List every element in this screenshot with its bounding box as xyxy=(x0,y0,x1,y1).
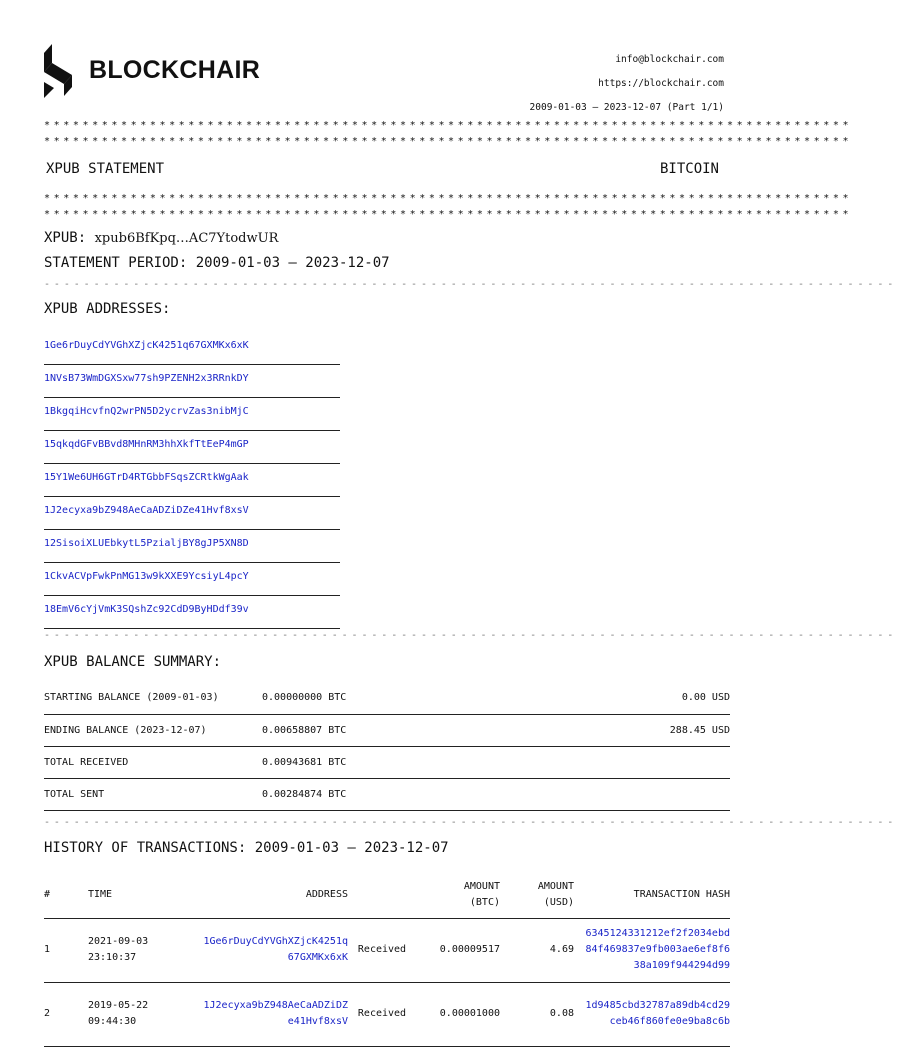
tx-num: 2 xyxy=(44,982,88,1046)
tx-amount-usd: 0.08 xyxy=(500,982,574,1046)
statement-period: STATEMENT PERIOD: 2009-01-03 — 2023-12-07 xyxy=(44,255,390,271)
contact-website[interactable]: https://blockchair.com xyxy=(598,78,724,89)
tx-address-link[interactable]: 1Ge6rDuyCdYVGhXZjcK4251q67GXMKx6xK xyxy=(203,936,348,963)
currency-title: BITCOIN xyxy=(659,161,719,177)
logo-text: BLOCKCHAIR xyxy=(89,56,261,84)
balance-usd xyxy=(512,778,730,810)
address-link[interactable]: 12SisoiXLUEbkytL5PzialjBY8gJP5XN8D xyxy=(44,538,249,549)
list-item xyxy=(44,431,340,464)
col-address: ADDRESS xyxy=(198,872,348,918)
col-hash: TRANSACTION HASH xyxy=(574,872,730,918)
tx-kind: Received xyxy=(348,982,416,1046)
address-link[interactable]: 1Ge6rDuyCdYVGhXZjcK4251q67GXMKx6xK xyxy=(44,340,249,351)
tx-time: 2019-05-22 09:44:30 xyxy=(88,982,198,1046)
balance-table xyxy=(44,682,730,811)
col-amount-btc: AMOUNT (BTC) xyxy=(416,872,500,918)
table-row xyxy=(44,714,730,746)
address-link[interactable]: 1CkvACVpFwkPnMG13w9kXXE9YcsiyL4pcY xyxy=(44,571,249,582)
xpub-line xyxy=(44,230,278,246)
table-header-row xyxy=(44,872,730,918)
address-list xyxy=(44,332,340,629)
balance-usd: 0.00 USD xyxy=(512,682,730,714)
address-link[interactable]: 15Y1We6UH6GTrD4RTGbbFSqsZCRtkWgAak xyxy=(44,472,249,483)
list-item xyxy=(44,332,340,365)
balance-btc: 0.00943681 BTC xyxy=(262,746,512,778)
balance-usd: 288.45 USD xyxy=(512,714,730,746)
blockchair-logo-icon xyxy=(44,44,74,98)
col-time: TIME xyxy=(88,872,198,918)
contact-email[interactable]: info@blockchair.com xyxy=(615,54,724,65)
tx-time: 2021-09-03 23:10:37 xyxy=(88,918,198,982)
address-link[interactable]: 15qkqdGFvBBvd8MHnRM3hhXkfTtEeP4mGP xyxy=(44,439,249,450)
address-link[interactable]: 1J2ecyxa9bZ948AeCaADZiDZe41Hvf8xsV xyxy=(44,505,249,516)
dash-divider: -------------------------------------------------------------------------------------- xyxy=(44,279,897,290)
list-item xyxy=(44,596,340,629)
tx-hash-link[interactable]: 1d9485cbd32787a89db4cd29ceb46f860fe0e9ba8c6b xyxy=(585,1000,730,1027)
address-link[interactable]: 1BkgqiHcvfnQ2wrPN5D2ycrvZas3nibMjC xyxy=(44,406,249,417)
star-divider: ************************************************************************************ xyxy=(44,193,853,204)
address-link[interactable]: 18EmV6cYjVmK3SQshZc92CdD9ByHDdf39v xyxy=(44,604,249,615)
list-item xyxy=(44,530,340,563)
balance-heading: XPUB BALANCE SUMMARY: xyxy=(44,654,222,670)
tx-amount-usd: 4.69 xyxy=(500,918,574,982)
balance-label: ENDING BALANCE (2023-12-07) xyxy=(44,714,262,746)
balance-btc: 0.00000000 BTC xyxy=(262,682,512,714)
list-item xyxy=(44,398,340,431)
balance-btc: 0.00658807 BTC xyxy=(262,714,512,746)
dash-divider: -------------------------------------------------------------------------------------- xyxy=(44,630,897,641)
list-item xyxy=(44,497,340,530)
table-row xyxy=(44,778,730,810)
balance-usd xyxy=(512,746,730,778)
col-kind xyxy=(348,872,416,918)
table-row xyxy=(44,682,730,714)
tx-kind: Received xyxy=(348,918,416,982)
statement-period-part: 2009-01-03 — 2023-12-07 (Part 1/1) xyxy=(529,102,724,113)
xpub-label: XPUB: xyxy=(44,230,87,246)
star-divider: ************************************************************************************ xyxy=(44,209,853,220)
tx-hash-link[interactable]: 6345124331212ef2f2034ebd84f469837e9fb003ae6ef8f638a109f944294d99 xyxy=(585,928,730,971)
star-divider: ************************************************************************************ xyxy=(44,136,853,147)
transactions-table xyxy=(44,872,730,1047)
addresses-heading: XPUB ADDRESSES: xyxy=(44,301,171,317)
dash-divider: -------------------------------------------------------------------------------------- xyxy=(44,817,897,828)
xpub-value: xpub6BfKpq…AC7YtodwUR xyxy=(94,231,279,246)
list-item xyxy=(44,365,340,398)
tx-amount-btc: 0.00009517 xyxy=(416,918,500,982)
list-item xyxy=(44,464,340,497)
col-amount-usd: AMOUNT (USD) xyxy=(500,872,574,918)
balance-label: TOTAL SENT xyxy=(44,778,262,810)
table-row xyxy=(44,746,730,778)
statement-header xyxy=(44,44,724,114)
contact-block xyxy=(530,48,724,120)
table-row xyxy=(44,918,730,982)
blockchair-logo[interactable] xyxy=(44,44,284,98)
table-row xyxy=(44,982,730,1046)
balance-label: TOTAL RECEIVED xyxy=(44,746,262,778)
balance-btc: 0.00284874 BTC xyxy=(262,778,512,810)
address-link[interactable]: 1NVsB73WmDGXSxw77sh9PZENH2x3RRnkDY xyxy=(44,373,249,384)
col-num: # xyxy=(44,872,88,918)
history-heading: HISTORY OF TRANSACTIONS: 2009-01-03 — 2023-12-07 xyxy=(44,840,449,856)
tx-num: 1 xyxy=(44,918,88,982)
tx-address-link[interactable]: 1J2ecyxa9bZ948AeCaADZiDZe41Hvf8xsV xyxy=(203,1000,348,1027)
balance-label: STARTING BALANCE (2009-01-03) xyxy=(44,682,262,714)
tx-amount-btc: 0.00001000 xyxy=(416,982,500,1046)
list-item xyxy=(44,563,340,596)
statement-title: XPUB STATEMENT xyxy=(46,161,165,177)
star-divider: ************************************************************************************ xyxy=(44,120,853,131)
